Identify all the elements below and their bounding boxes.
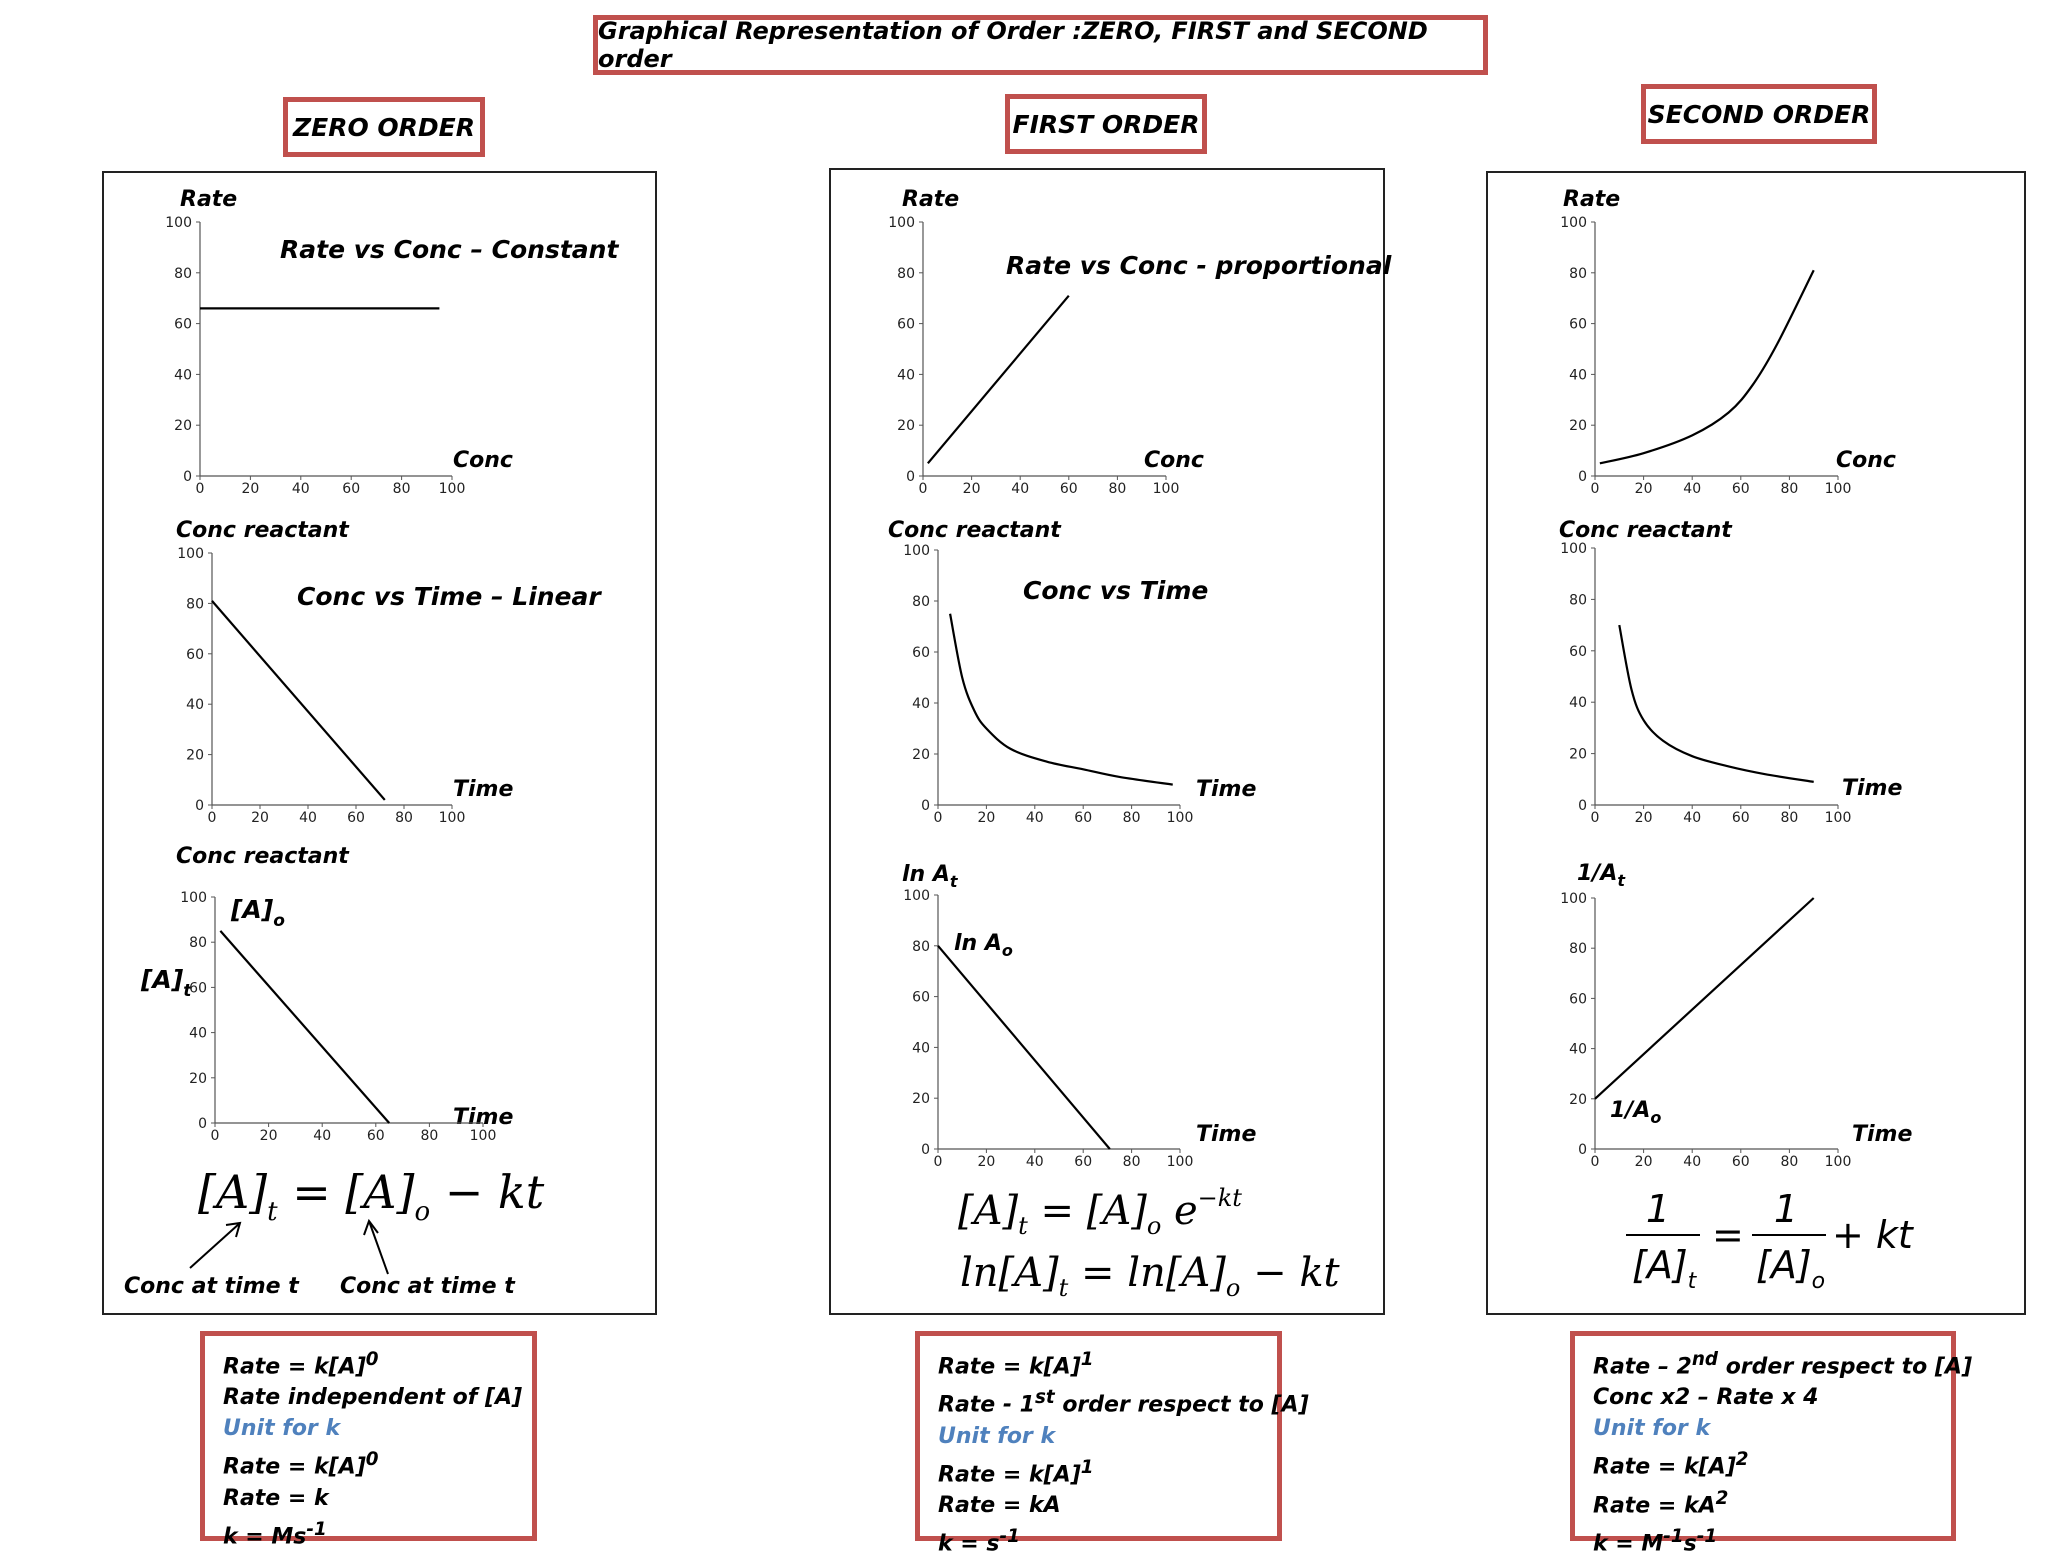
zero-line4: Rate = $k[A]^0$ xyxy=(223,1449,379,1480)
first-order-conc-vs-time-series-line xyxy=(950,614,1173,785)
second-order-conc-vs-time-y-tick: 60 xyxy=(1569,643,1587,660)
second-order-rate-vs-conc-y-tick: 0 xyxy=(1578,469,1587,485)
second-order-rate-vs-conc-x-tick: 20 xyxy=(1634,481,1653,497)
first-order-lnAt-vs-time-y-tick: 20 xyxy=(912,1091,930,1108)
first-k-unit: $k = s^{-1}$ xyxy=(938,1525,1020,1557)
second-time-label-1: Time xyxy=(1842,776,1903,801)
zero-order-info-box xyxy=(200,1331,537,1549)
zero-at-label: $[A]_t$ xyxy=(141,965,192,1001)
second-inv-at-label: $1/A_t$ xyxy=(1577,861,1626,890)
second-order-rate-vs-conc-chart xyxy=(1560,215,1851,497)
zero-arrow-2 xyxy=(369,1221,388,1274)
first-order-conc-vs-time-x-tick: 60 xyxy=(1074,810,1093,826)
second-line1: Rate – 2nd order respect to [A] xyxy=(1593,1349,1973,1380)
zero-order-equation: $[A]_t = [A]_o$ − kt xyxy=(198,1165,545,1227)
first-order-lnAt-vs-time-x-tick: 80 xyxy=(1122,1154,1141,1170)
zero-order-conc-vs-time-y-tick: 40 xyxy=(186,697,204,714)
second-order-conc-vs-time-x-tick: 20 xyxy=(1634,810,1653,826)
zero-order-At-vs-time-series-line xyxy=(220,931,389,1123)
first-order-rate-vs-conc-x-tick: 60 xyxy=(1059,481,1078,497)
first-order-lnAt-vs-time-y-tick: 0 xyxy=(921,1142,930,1158)
zero-order-rate-vs-conc-x-tick: 0 xyxy=(195,481,205,497)
second-order-invAt-vs-time-x-tick: 20 xyxy=(1634,1154,1653,1170)
zero-order-rate-vs-conc-x-tick: 80 xyxy=(392,481,411,497)
second-order-rate-vs-conc-x-tick: 40 xyxy=(1683,481,1702,497)
zero-order-rate-vs-conc-y-tick: 100 xyxy=(165,215,192,231)
first-order-lnAt-vs-time-y-tick: 80 xyxy=(912,938,930,955)
first-line5: Rate = kA xyxy=(938,1492,1061,1518)
zero-order-conc-vs-time-y-tick: 20 xyxy=(186,747,204,764)
zero-order-At-vs-time-y-tick: 0 xyxy=(198,1116,207,1132)
zero-rate-law: Rate = $k[A]^0$ xyxy=(223,1349,379,1380)
second-order-equation xyxy=(1626,1187,1915,1294)
plots-group xyxy=(165,215,1851,1170)
main-title: Graphical Representation of Order :ZERO, FIRST and SECOND order xyxy=(598,17,1428,73)
second-k-unit: $k = M^{-1}s^{-1}$ xyxy=(1593,1525,1718,1557)
zero-order-At-vs-time-x-tick: 0 xyxy=(210,1128,220,1144)
second-order-invAt-vs-time-x-tick: 0 xyxy=(1590,1154,1600,1170)
a0-sub: o xyxy=(273,911,285,931)
first-ln-a0-label: $\ln A_o$ xyxy=(954,931,1013,960)
first-order-rate-vs-conc-series-line xyxy=(928,296,1069,464)
at-sub: t xyxy=(183,981,192,1001)
second-order-info-box xyxy=(1570,1331,1973,1557)
zero-order-At-vs-time-y-tick: 60 xyxy=(189,980,207,997)
zero-order-conc-vs-time-y-tick: 60 xyxy=(186,646,204,663)
svg-text:1: 1 xyxy=(1645,1187,1671,1231)
first-order-lnAt-vs-time-chart xyxy=(903,888,1193,1170)
zero-order-At-vs-time-y-tick: 40 xyxy=(189,1025,207,1042)
first-conc-reactant-label: Conc reactant xyxy=(888,518,1061,543)
first-line2: Rate - 1st order respect to [A] xyxy=(938,1387,1309,1418)
zero-order-rate-vs-conc-y-tick: 80 xyxy=(174,265,192,282)
first-order-equation-1: $[A]_t = [A]_o$ $e^{-kt}$ xyxy=(958,1184,1242,1240)
first-order-conc-vs-time-y-tick: 80 xyxy=(912,594,930,610)
second-order-rate-vs-conc-y-tick: 80 xyxy=(1569,265,1587,282)
zero-order-At-vs-time-chart xyxy=(180,890,496,1144)
zero-time-label-2: Time xyxy=(453,1105,514,1130)
first-order-rate-vs-conc-y-tick: 20 xyxy=(897,418,915,435)
zero-order-At-vs-time-x-tick: 80 xyxy=(420,1128,439,1144)
zero-line2: Rate independent of [A] xyxy=(223,1385,523,1411)
first-order-rate-vs-conc-y-tick: 100 xyxy=(888,215,915,231)
second-order-conc-vs-time-x-tick: 40 xyxy=(1683,810,1702,826)
first-order-rate-vs-conc-x-tick: 100 xyxy=(1152,481,1180,497)
first-order-conc-vs-time-y-tick: 40 xyxy=(912,696,930,712)
second-conc-axis-label: Conc xyxy=(1836,448,1896,473)
first-conc-caption: Conc vs Time xyxy=(1023,576,1209,605)
second-time-label-2: Time xyxy=(1852,1122,1913,1147)
first-order-rate-vs-conc-y-tick: 0 xyxy=(906,469,915,485)
zero-order-rate-vs-conc-y-tick: 40 xyxy=(174,367,192,384)
second-order-header-label: SECOND ORDER xyxy=(1647,99,1871,129)
zero-order-conc-vs-time-x-tick: 60 xyxy=(347,810,365,826)
first-order-lnAt-vs-time-y-tick: 100 xyxy=(903,888,930,904)
first-order-conc-vs-time-x-tick: 100 xyxy=(1166,810,1194,826)
first-order-equation-2: $\ln[A]_t = \ln[A]_o$ − kt xyxy=(960,1250,1340,1302)
second-order-invAt-vs-time-y-tick: 40 xyxy=(1569,1041,1587,1058)
first-order-conc-vs-time-x-tick: 40 xyxy=(1025,810,1044,826)
zero-order-conc-vs-time-y-tick: 100 xyxy=(177,546,204,562)
first-time-label-1: Time xyxy=(1196,777,1257,802)
second-order-rate-vs-conc-y-tick: 60 xyxy=(1569,316,1587,333)
second-order-rate-vs-conc-x-tick: 0 xyxy=(1590,481,1600,497)
zero-conc-at-time-t-2: Conc at time t xyxy=(340,1274,515,1299)
first-ln-at-label: $\ln A_t$ xyxy=(902,862,958,891)
zero-order-At-vs-time-x-tick: 100 xyxy=(469,1128,497,1144)
first-order-rate-vs-conc-x-tick: 0 xyxy=(918,481,928,497)
first-order-lnAt-vs-time-x-tick: 40 xyxy=(1025,1154,1044,1170)
first-order-rate-vs-conc-y-tick: 40 xyxy=(897,367,915,384)
zero-arrow-1 xyxy=(190,1223,240,1268)
first-order-conc-vs-time-y-tick: 100 xyxy=(903,543,930,559)
first-order-info-box xyxy=(915,1331,1309,1557)
first-order-rate-vs-conc-y-tick: 80 xyxy=(897,265,915,282)
zero-order-conc-vs-time-x-tick: 100 xyxy=(438,810,466,826)
second-order-invAt-vs-time-x-tick: 60 xyxy=(1731,1154,1750,1170)
second-order-invAt-vs-time-y-tick: 80 xyxy=(1569,941,1587,958)
second-rate-axis-label: Rate xyxy=(1563,187,1621,212)
first-order-lnAt-vs-time-x-tick: 0 xyxy=(933,1154,943,1170)
zero-order-conc-vs-time-y-tick: 80 xyxy=(186,596,204,613)
zero-order-conc-vs-time-y-tick: 0 xyxy=(195,798,204,814)
first-rate-law: Rate = $k[A]^1$ xyxy=(938,1349,1094,1380)
zero-unit-label: Unit for k xyxy=(223,1416,341,1442)
zero-order-At-vs-time-y-tick: 80 xyxy=(189,935,207,952)
first-order-rate-vs-conc-y-tick: 60 xyxy=(897,316,915,333)
zero-order-conc-vs-time-series-line xyxy=(212,601,385,800)
second-order-conc-vs-time-x-tick: 60 xyxy=(1731,810,1750,826)
first-order-conc-vs-time-y-tick: 20 xyxy=(912,747,930,763)
second-line5: Rate = $kA^2$ xyxy=(1593,1487,1729,1518)
zero-rate-axis-label: Rate xyxy=(180,187,238,212)
zero-conc-at-time-t-1: Conc at time t xyxy=(124,1274,299,1299)
second-order-conc-vs-time-y-tick: 0 xyxy=(1578,798,1587,814)
svg-text:1: 1 xyxy=(1773,1187,1799,1231)
second-order-invAt-vs-time-y-tick: 100 xyxy=(1560,891,1587,907)
second-order-invAt-vs-time-y-tick: 0 xyxy=(1578,1142,1587,1158)
second-order-conc-vs-time-x-tick: 80 xyxy=(1780,810,1799,826)
second-order-conc-vs-time-y-tick: 80 xyxy=(1569,592,1587,609)
svg-text:=: = xyxy=(1712,1213,1744,1257)
zero-conc-reactant-label-1: Conc reactant xyxy=(176,518,349,543)
zero-order-rate-vs-conc-x-tick: 20 xyxy=(241,481,260,497)
first-order-rate-vs-conc-x-tick: 80 xyxy=(1108,481,1127,497)
first-line4: Rate = $k[A]^1$ xyxy=(938,1456,1094,1487)
second-order-conc-vs-time-y-tick: 40 xyxy=(1569,695,1587,712)
first-order-conc-vs-time-x-tick: 0 xyxy=(933,810,943,826)
zero-order-At-vs-time-x-tick: 40 xyxy=(313,1128,332,1144)
second-order-conc-vs-time-series-line xyxy=(1619,625,1813,782)
second-order-invAt-vs-time-x-tick: 100 xyxy=(1824,1154,1852,1170)
first-order-lnAt-vs-time-x-tick: 60 xyxy=(1074,1154,1093,1170)
zero-time-label-1: Time xyxy=(453,777,514,802)
first-order-lnAt-vs-time-y-tick: 60 xyxy=(912,989,930,1006)
first-time-label-2: Time xyxy=(1196,1122,1257,1147)
second-order-rate-vs-conc-y-tick: 100 xyxy=(1560,215,1587,231)
second-order-invAt-vs-time-y-tick: 60 xyxy=(1569,991,1587,1008)
first-rate-caption: Rate vs Conc - proportional xyxy=(1006,251,1392,280)
second-order-conc-vs-time-x-tick: 0 xyxy=(1590,810,1600,826)
zero-rate-caption: Rate vs Conc – Constant xyxy=(280,235,619,264)
second-order-invAt-vs-time-x-tick: 80 xyxy=(1780,1154,1799,1170)
zero-order-rate-vs-conc-y-tick: 20 xyxy=(174,418,192,435)
first-order-conc-vs-time-x-tick: 80 xyxy=(1122,810,1141,826)
zero-order-At-vs-time-y-tick: 100 xyxy=(180,890,207,906)
zero-order-rate-vs-conc-y-tick: 0 xyxy=(183,469,192,485)
first-order-lnAt-vs-time-series-line xyxy=(938,946,1110,1149)
first-conc-axis-label: Conc xyxy=(1144,448,1204,473)
zero-k-unit: $k = Ms^{-1}$ xyxy=(223,1518,327,1549)
first-order-lnAt-vs-time-x-tick: 20 xyxy=(977,1154,996,1170)
first-rate-axis-label: Rate xyxy=(902,187,960,212)
second-order-rate-vs-conc-x-tick: 80 xyxy=(1780,481,1799,497)
zero-order-rate-vs-conc-y-tick: 60 xyxy=(174,316,192,333)
zero-order-header-label: ZERO ORDER xyxy=(293,112,475,142)
second-order-conc-vs-time-chart xyxy=(1560,541,1851,826)
first-order-header-label: FIRST ORDER xyxy=(1012,109,1200,139)
second-order-rate-vs-conc-series-line xyxy=(1600,270,1814,463)
svg-text:[A]t: $[A]_t$ xyxy=(1632,1243,1697,1294)
zero-order-rate-vs-conc-x-tick: 60 xyxy=(342,481,361,497)
zero-order-rate-vs-conc-x-tick: 100 xyxy=(438,481,466,497)
first-unit-label: Unit for k xyxy=(938,1423,1056,1449)
first-order-lnAt-vs-time-x-tick: 100 xyxy=(1166,1154,1194,1170)
zero-order-conc-vs-time-x-tick: 0 xyxy=(207,810,217,826)
zero-line5: Rate = k xyxy=(223,1485,329,1511)
first-order-conc-vs-time-y-tick: 0 xyxy=(921,798,930,814)
second-conc-reactant-label: Conc reactant xyxy=(1559,518,1732,543)
zero-conc-axis-label: Conc xyxy=(453,448,513,473)
zero-order-At-vs-time-y-tick: 20 xyxy=(189,1070,207,1087)
second-line4: Rate = $k[A]^2$ xyxy=(1593,1449,1749,1480)
zero-order-rate-vs-conc-x-tick: 40 xyxy=(291,481,310,497)
svg-text:[A]o: $[A]_o$ xyxy=(1756,1243,1826,1294)
second-order-conc-vs-time-y-tick: 20 xyxy=(1569,746,1587,763)
second-order-conc-vs-time-y-tick: 100 xyxy=(1560,541,1587,557)
second-order-invAt-vs-time-y-tick: 20 xyxy=(1569,1091,1587,1108)
second-inv-a0-label: $1/A_o$ xyxy=(1610,1098,1662,1127)
second-order-invAt-vs-time-x-tick: 40 xyxy=(1683,1154,1702,1170)
second-order-invAt-vs-time-chart xyxy=(1560,891,1851,1170)
zero-conc-reactant-label-2: Conc reactant xyxy=(176,844,349,869)
zero-order-conc-vs-time-x-tick: 40 xyxy=(299,810,317,826)
zero-order-conc-vs-time-x-tick: 80 xyxy=(395,810,413,826)
first-order-lnAt-vs-time-y-tick: 40 xyxy=(912,1040,930,1057)
zero-order-At-vs-time-x-tick: 20 xyxy=(259,1128,278,1144)
second-order-invAt-vs-time-series-line xyxy=(1595,898,1814,1099)
second-line2: Conc x2 – Rate x 4 xyxy=(1593,1385,1819,1411)
zero-order-conc-vs-time-x-tick: 20 xyxy=(251,810,269,826)
second-order-rate-vs-conc-x-tick: 60 xyxy=(1731,481,1750,497)
second-order-rate-vs-conc-x-tick: 100 xyxy=(1824,481,1852,497)
first-order-conc-vs-time-x-tick: 20 xyxy=(977,810,996,826)
zero-conc-caption: Conc vs Time – Linear xyxy=(297,582,601,611)
first-order-conc-vs-time-y-tick: 60 xyxy=(912,645,930,661)
second-order-rate-vs-conc-y-tick: 40 xyxy=(1569,367,1587,384)
zero-order-At-vs-time-x-tick: 60 xyxy=(366,1128,385,1144)
first-order-rate-vs-conc-x-tick: 40 xyxy=(1011,481,1030,497)
second-unit-label: Unit for k xyxy=(1593,1416,1711,1442)
first-order-rate-vs-conc-x-tick: 20 xyxy=(962,481,981,497)
zero-a0-label: $[A]_o$ xyxy=(231,895,285,931)
svg-text:+ kt: + kt xyxy=(1832,1213,1913,1257)
second-order-rate-vs-conc-y-tick: 20 xyxy=(1569,418,1587,435)
second-order-conc-vs-time-x-tick: 100 xyxy=(1824,810,1852,826)
